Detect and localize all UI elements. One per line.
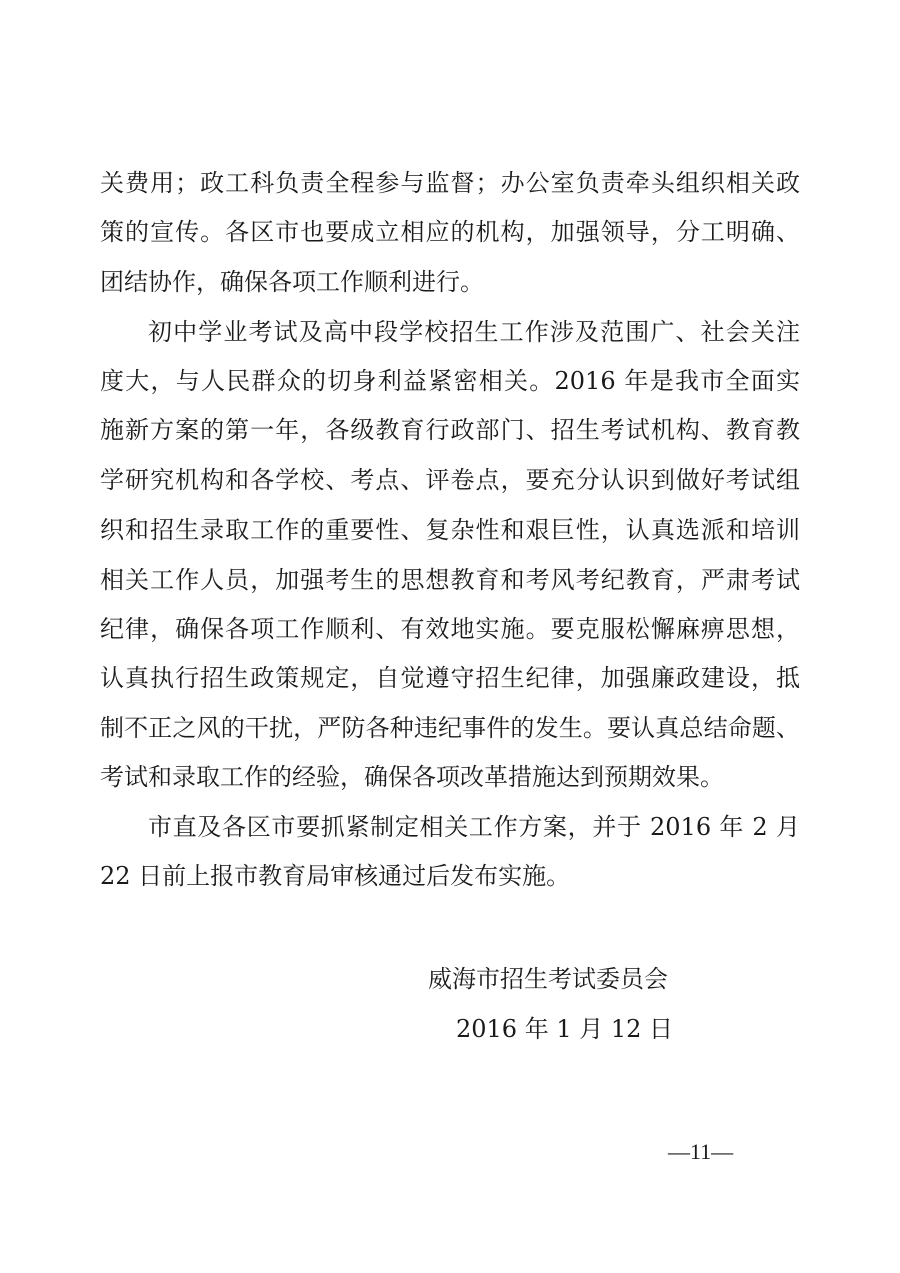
body-text-line: 市直及各区市要抓紧制定相关工作方案，并于 2016 年 2 月	[148, 813, 800, 841]
body-text-line: 认真执行招生政策规定，自觉遵守招生纪律，加强廉政建设，抵	[100, 664, 800, 692]
signature-date: 2016 年 1 月 12 日	[456, 1015, 674, 1043]
body-text-line: 考试和录取工作的经验，确保各项改革措施达到预期效果。	[100, 763, 724, 791]
signature-organization: 威海市招生考试委员会	[428, 965, 668, 993]
body-text-line: 制不正之风的干扰，严防各种违纪事件的发生。要认真总结命题、	[100, 714, 800, 742]
body-text-line: 相关工作人员，加强考生的思想教育和考风考纪教育，严肃考试	[100, 566, 800, 594]
body-text-line: 度大，与人民群众的切身利益紧密相关。2016 年是我市全面实	[100, 367, 800, 395]
body-text-line: 关费用；政工科负责全程参与监督；办公室负责牵头组织相关政	[100, 169, 800, 197]
body-text-line: 22 日前上报市教育局审核通过后发布实施。	[100, 862, 571, 890]
body-text-line: 施新方案的第一年，各级教育行政部门、招生考试机构、教育教	[100, 416, 800, 444]
body-text-line: 纪律，确保各项工作顺利、有效地实施。要克服松懈麻痹思想，	[100, 615, 800, 643]
body-text-line: 初中学业考试及高中段学校招生工作涉及范围广、社会关注	[148, 318, 800, 346]
body-text-line: 团结协作，确保各项工作顺利进行。	[100, 268, 484, 296]
body-text-line: 学研究机构和各学校、考点、评卷点，要充分认识到做好考试组	[100, 466, 800, 494]
body-text-line: 策的宣传。各区市也要成立相应的机构，加强领导，分工明确、	[100, 218, 800, 246]
page-number: —11—	[668, 1139, 734, 1164]
body-text-line: 织和招生录取工作的重要性、复杂性和艰巨性，认真选派和培训	[100, 516, 800, 544]
